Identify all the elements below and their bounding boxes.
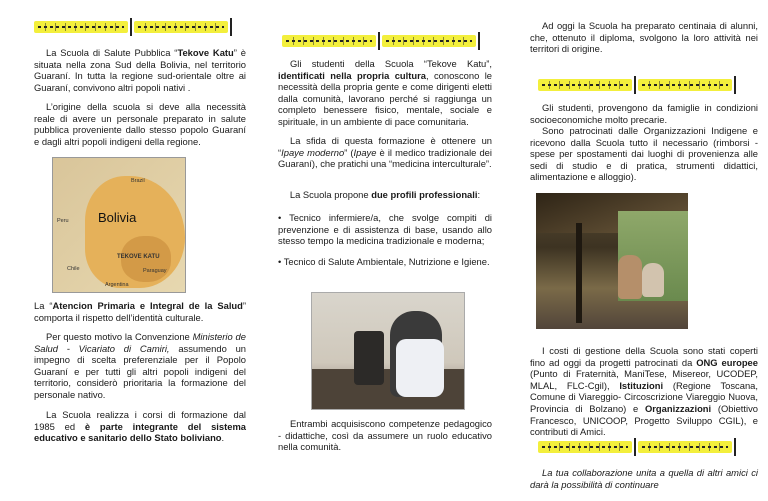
studenti-paragraph: Gli studenti della Scuola “Tekove Katu”, identificati nella propria cultura, conoscono le necessità della propria gente e come dirigenti eletti dalla comunità, lavorano perché si raggiunga un completo benessere fisico, mentale, sociale e spirituale, in un ambiente di pace comunitaria. (278, 58, 492, 127)
bolivia-map-image (52, 157, 186, 293)
bullet-infermiere: • Tecnico infermiere/a, che svolge compiti di prevenzione e di assistenza di base, usando allo stesso tempo la medicina tradizionale e moderna; (278, 212, 492, 247)
map-label-paraguay: Paraguay (143, 268, 167, 274)
map-label-tekove-katu: TEKOVE KATU (117, 254, 160, 260)
ornament-divider (282, 32, 480, 50)
ornament-divider (538, 438, 736, 456)
map-label-brazil: Brazil (131, 178, 145, 184)
atencion-paragraph: La “Atencion Primaria e Integral de la Salud” comporta il rispetto dell’identità culturale. (34, 300, 247, 323)
map-label-bolivia: Bolivia (98, 210, 137, 225)
collaborazione-paragraph: La tua collaborazione unita a quella di altri amici ci darà la possibilità di continuare (530, 467, 758, 490)
origin-paragraph: L’origine della scuola si deve alla necessità reale di avere un personale preparato in salute pubblica proveniente dallo stesso popolo Guaraní e dagli altri popoli indigeni della regione. (34, 101, 246, 147)
map-label-argentina: Argentina (105, 282, 129, 288)
map-label-peru: Peru (57, 218, 69, 224)
intro-paragraph: La Scuola di Salute Pubblica “Tekove Katu” è situata nella zona Sud della Bolivia, nel territorio Guaraní. In tutta la regione sud-orientale oltre ai Guaraní, convivono altri popoli nativi . (34, 47, 246, 93)
alunni-paragraph: Ad oggi la Scuola ha preparato centinaia di alunni, che, ottenuto il diploma, svolgono la loro attività nei territori di origine. (530, 20, 758, 55)
column-2 (256, 0, 512, 501)
competenze-paragraph: Entrambi acquisiscono competenze pedagogico - didattiche, così da assumere un ruolo educativo nella comunità. (278, 418, 492, 453)
column-3 (512, 0, 768, 501)
profili-heading: La Scuola propone due profili professionali: (289, 189, 481, 200)
map-label-chile: Chile (67, 266, 80, 272)
microscope-photo (311, 292, 465, 410)
bullet-salute-ambientale: • Tecnico di Salute Ambientale, Nutrizione e Igiene. (278, 256, 490, 267)
ornament-divider (538, 76, 736, 94)
corsi-paragraph: La Scuola realizza i corsi di formazione dal 1985 ed è parte integrante del sistema educativo e sanitario dello Stato boliviano. (34, 409, 247, 444)
column-1 (0, 0, 256, 501)
costi-paragraph: I costi di gestione della Scuola sono stati coperti fino ad oggi da progetti patrocinati da ONG europee (Punto di Fraternità, ManiTese, Misereor, UCODEP, MLAL, FLC-Cgil), Istituzioni (Regione Toscana, Comune di Viareggio- Circoscrizione Viareggio Nuova, Provincia di Bolzano) e Organizzazioni (Obiettivo Francesco, UNICOOP, Progetto Sviluppo CGIL), e contributi di Amici. (530, 345, 758, 438)
sfida-paragraph: La sfida di questa formazione è ottenere un “Ipaye moderno” (Ipaye è il medico tradizionale dei Guaraní), che pratichi una “medicina interculturale”. (278, 135, 492, 170)
convenzione-paragraph: Per questo motivo la Convenzione Ministerio de Salud - Vicariato di Camiri, assumendo un impegno di scelta preferenziale per il Popolo Guaraní e per tutti gli altri popoli indigeni del territorio, considerò prioritaria la formazione del personale nativo. (34, 331, 246, 400)
famiglie-paragraph: Gli studenti, provengono da famiglie in condizioni socioeconomiche molto precarie. (530, 102, 758, 125)
ornament-divider (34, 18, 232, 36)
patrocinati-paragraph: Sono patrocinati dalle Organizzazioni Indigene e ricevono dalla Scuola tutto il necessario (rimborsi - spese per spostamenti dai luoghi di provenienza alle sedi di studio e di pratica, strumenti didattici, alimentazione e alloggio). (530, 125, 758, 183)
students-hut-photo (536, 193, 688, 329)
